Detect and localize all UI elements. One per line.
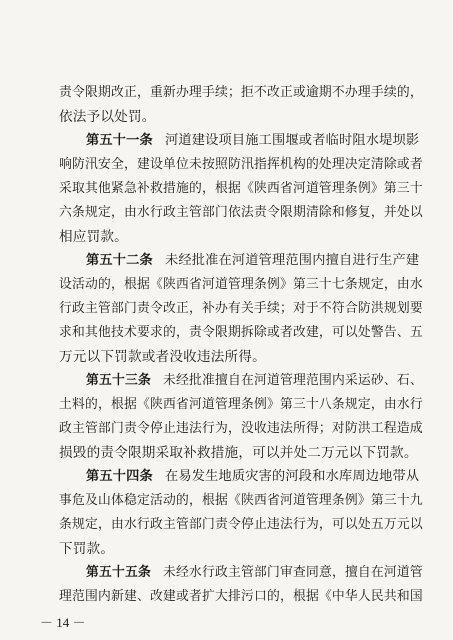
text-line: 在易发生地质灾害的河段和水库周边地带从 bbox=[164, 469, 420, 484]
article-53-line bbox=[59, 372, 423, 390]
article-54-line bbox=[59, 468, 419, 486]
text-line: 万元以下罚款或者没收违法所得。 bbox=[59, 349, 266, 365]
text-line: 条规定，由水行政主管部门责令停止违法行为，可以处五万元以 bbox=[59, 517, 423, 532]
text-line: 采取其他紧急补救措施的，根据《陕西省河道管理条例》第三十 bbox=[59, 181, 423, 196]
text-line: 依法予以处罚。 bbox=[59, 109, 156, 125]
text-line: 未经批准擅自在河道管理范围内采运砂、石、 bbox=[162, 373, 423, 388]
article-heading: 第五十四条 bbox=[86, 469, 153, 484]
text-line: 行政主管部门责令改正，补办有关手续；对于不符合防洪规划要 bbox=[59, 301, 423, 316]
text-line: 损毁的责令限期采取补救措施，可以并处二万元以下罚款。 bbox=[59, 445, 418, 461]
article-55-line bbox=[59, 564, 423, 582]
text-line: 求和其他技术要求的，责令限期拆除或者改建，可以处警告、五 bbox=[59, 325, 423, 340]
text-line: 响防汛安全，建设单位未按照防汛指挥机构的处理决定清除或者 bbox=[59, 157, 423, 172]
text-line: 河道建设项目施工围堰或者临时阻水堤坝影 bbox=[164, 133, 420, 148]
article-52-line bbox=[59, 252, 419, 270]
article-heading: 第五十一条 bbox=[86, 133, 153, 148]
text-line: 土料的，根据《陕西省河道管理条例》第三十八条规定，由水行 bbox=[59, 397, 423, 412]
article-heading: 第五十五条 bbox=[86, 565, 151, 580]
text-line: 未经批准在河道管理范围内擅自进行生产建 bbox=[164, 253, 420, 268]
text-line: 未经水行政主管部门审查同意，擅自在河道管 bbox=[162, 565, 423, 580]
article-51-line bbox=[59, 132, 419, 150]
text-line: 责令限期改正，重新办理手续；拒不改正或逾期不办理手续的， bbox=[59, 85, 423, 100]
article-heading: 第五十二条 bbox=[86, 253, 153, 268]
text-line: 设活动的，根据《陕西省河道管理条例》第三十七条规定，由水 bbox=[59, 277, 423, 292]
article-heading: 第五十三条 bbox=[86, 373, 151, 388]
text-line: 理范围内新建、改建或者扩大排污口的，根据《中华人民共和国 bbox=[59, 589, 423, 604]
text-line: 事危及山体稳定活动的，根据《陕西省河道管理条例》第三十九 bbox=[59, 493, 423, 508]
text-line: 六条规定，由水行政主管部门依法责令限期清除和修复，并处以 bbox=[59, 205, 423, 220]
page-number: － 14 － bbox=[40, 615, 86, 630]
text-line: 相应罚款。 bbox=[59, 229, 128, 245]
text-line: 下罚款。 bbox=[59, 541, 115, 557]
text-line: 政主管部门责令停止违法行为，没收违法所得；对防洪工程造成 bbox=[59, 421, 423, 436]
